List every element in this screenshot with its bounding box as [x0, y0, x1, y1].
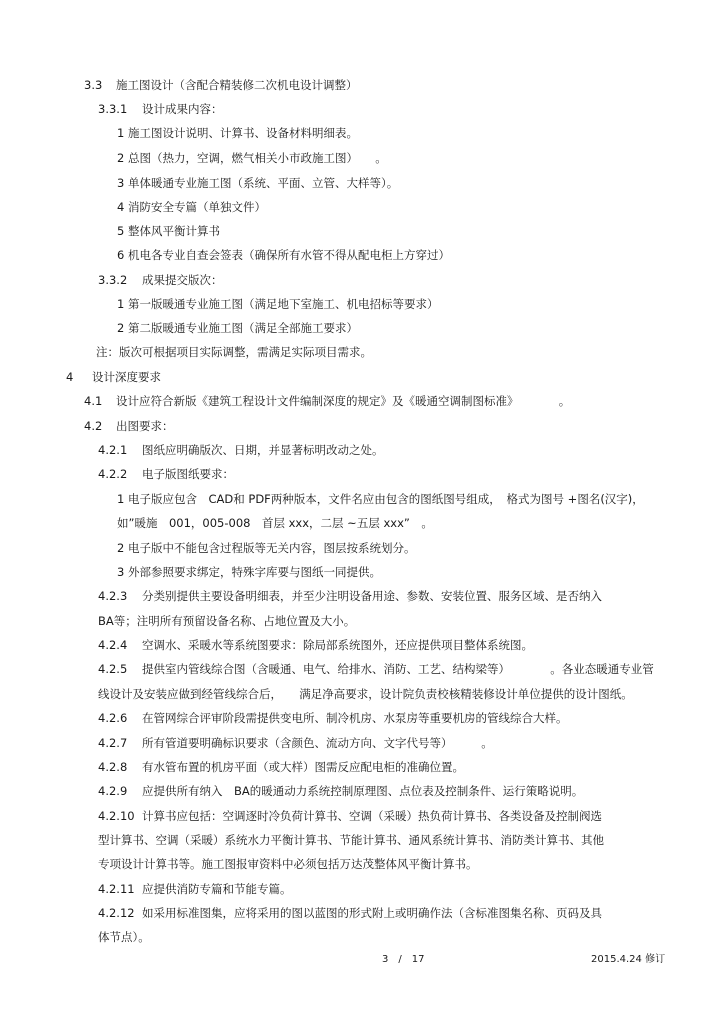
- clause-text: 应提供消防专篇和节能专篇。: [142, 882, 292, 896]
- subsection-heading: [98, 101, 223, 117]
- list-item: 2 电子版中不能包含过程版等无关内容，图层按系统划分。: [117, 541, 416, 555]
- section-text: 出图要求：: [116, 419, 174, 433]
- clause-number: 4.2.7: [98, 736, 128, 750]
- chapter-heading: [66, 369, 161, 385]
- list-item: 4 消防安全专篇（单独文件）: [117, 200, 266, 214]
- section-number: 4.2: [84, 419, 103, 433]
- clause-number: 4.2.9: [98, 784, 128, 798]
- clause: [98, 637, 533, 653]
- clause-text: 所有管道要明确标识要求（含颜色、流动方向、文字代号等） 。: [142, 736, 493, 750]
- clause-text: 提供室内管线综合图（含暖通、电气、给排水、消防、工艺、结构梁等） 。各业态暖通专业管: [142, 662, 654, 676]
- clause-number: 4.2.10: [98, 809, 135, 823]
- clause-number: 4.2.2: [98, 467, 128, 481]
- clause-continuation: 体节点）。: [98, 930, 150, 944]
- clause: [98, 710, 568, 726]
- clause: [98, 759, 464, 775]
- list-item: 1 施工图设计说明、计算书、设备材料明细表。: [117, 126, 358, 140]
- subsection-number: 3.3.1: [98, 102, 128, 116]
- subsection-text: 成果提交版次：: [142, 273, 223, 287]
- list-item: 3 单体暖通专业施工图（系统、平面、立管、大样等）。: [117, 176, 399, 190]
- clause-number: 4.2.1: [98, 443, 128, 457]
- list-item: 6 机电各专业自查会签表（确保所有水管不得从配电柜上方穿过）: [117, 248, 450, 262]
- clause-text: 计算书应包括：空调逐时冷负荷计算书、空调（采暖）热负荷计算书、各类设备及控制阀选: [142, 809, 602, 823]
- section-text: 施工图设计（含配合精装修二次机电设计调整）: [116, 78, 358, 92]
- clause-text: 在管网综合评审阶段需提供变电所、制冷机房、水泵房等重要机房的管线综合大样。: [142, 711, 568, 725]
- clause-continuation: BA等；注明所有预留设备名称、占地位置及大小。: [98, 614, 356, 628]
- clause-number: 4.2.6: [98, 711, 128, 725]
- subsection-number: 3.3.2: [98, 273, 128, 287]
- clause-number: 4.2.4: [98, 638, 128, 652]
- clause: [98, 881, 292, 897]
- clause-text: 分类别提供主要设备明细表，并至少注明设备用途、参数、安装位置、服务区域、是否纳入: [142, 589, 602, 603]
- section-heading: [84, 393, 570, 409]
- clause-number: 4.2.5: [98, 662, 128, 676]
- clause-text: 图纸应明确版次、日期，并显著标明改动之处。: [142, 443, 384, 457]
- revision-date: 2015.4.24 修订: [591, 954, 666, 965]
- clause: [98, 588, 602, 604]
- list-item-continuation: 如”暖施 001，005-008 首层 xxx，二层 ~五层 xxx” 。: [117, 516, 433, 530]
- chapter-text: 设计深度要求: [92, 370, 161, 384]
- list-item: 2 第二版暖通专业施工图（满足全部施工要求）: [117, 321, 358, 335]
- subsection-text: 设计成果内容：: [142, 102, 223, 116]
- list-item: 5 整体风平衡计算书: [117, 224, 220, 238]
- clause-number: 4.2.12: [98, 906, 135, 920]
- clause-number: 4.2.3: [98, 589, 128, 603]
- clause-text: 电子版图纸要求：: [142, 467, 234, 481]
- clause-text: 空调水、采暖水等系统图要求：除局部系统图外，还应提供项目整体系统图。: [142, 638, 533, 652]
- list-item: 2 总图（热力，空调，燃气相关小市政施工图） 。: [117, 151, 387, 165]
- section-text: 设计应符合新版《建筑工程设计文件编制深度的规定》及《暖通空调制图标准》 。: [116, 394, 571, 408]
- section-number: 3.3: [84, 78, 103, 92]
- clause: [98, 808, 602, 824]
- list-item: 3 外部参照要求绑定，特殊字库要与图纸一同提供。: [117, 565, 381, 579]
- clause-text: 如采用标准图集，应将采用的图以蓝图的形式附上或明确作法（含标准图集名称、页码及具: [142, 906, 602, 920]
- list-item: 1 电子版应包含 CAD和 PDF两种版本，文件名应由包含的图纸图号组成， 格式为图号 +图名(汉字)，: [117, 492, 644, 506]
- clause-number: 4.2.11: [98, 882, 135, 896]
- page-number: 3 / 17: [382, 954, 425, 965]
- clause-text: 有水管布置的机房平面（或大样）图需反应配电柜的准确位置。: [142, 760, 464, 774]
- clause: [98, 783, 583, 799]
- clause-number: 4.2.8: [98, 760, 128, 774]
- clause-continuation: 线设计及安装应做到经管线综合后， 满足净高要求，设计院负责校核精装修设计单位提供的设计图纸。: [98, 687, 633, 701]
- clause-continuation: 专项设计计算书等。施工图报审资料中必须包括万达茂整体风平衡计算书。: [98, 857, 478, 871]
- clause: [98, 905, 602, 921]
- clause-text: 应提供所有纳入 BA的暖通动力系统控制原理图、点位表及控制条件、运行策略说明。: [142, 784, 584, 798]
- section-number: 4.1: [84, 394, 103, 408]
- note-text: 注：版次可根据项目实际调整，需满足实际项目需求。: [96, 345, 372, 359]
- section-heading: [84, 77, 358, 93]
- clause: [98, 735, 493, 751]
- section-heading: [84, 418, 174, 434]
- clause-continuation: 型计算书、空调（采暖）系统水力平衡计算书、节能计算书、通风系统计算书、消防类计算书、其他: [98, 833, 604, 847]
- clause: [98, 466, 234, 482]
- clause: [98, 661, 654, 677]
- chapter-number: 4: [66, 370, 74, 384]
- subsection-heading: [98, 272, 223, 288]
- clause: [98, 442, 384, 458]
- list-item: 1 第一版暖通专业施工图（满足地下室施工、机电招标等要求）: [117, 297, 439, 311]
